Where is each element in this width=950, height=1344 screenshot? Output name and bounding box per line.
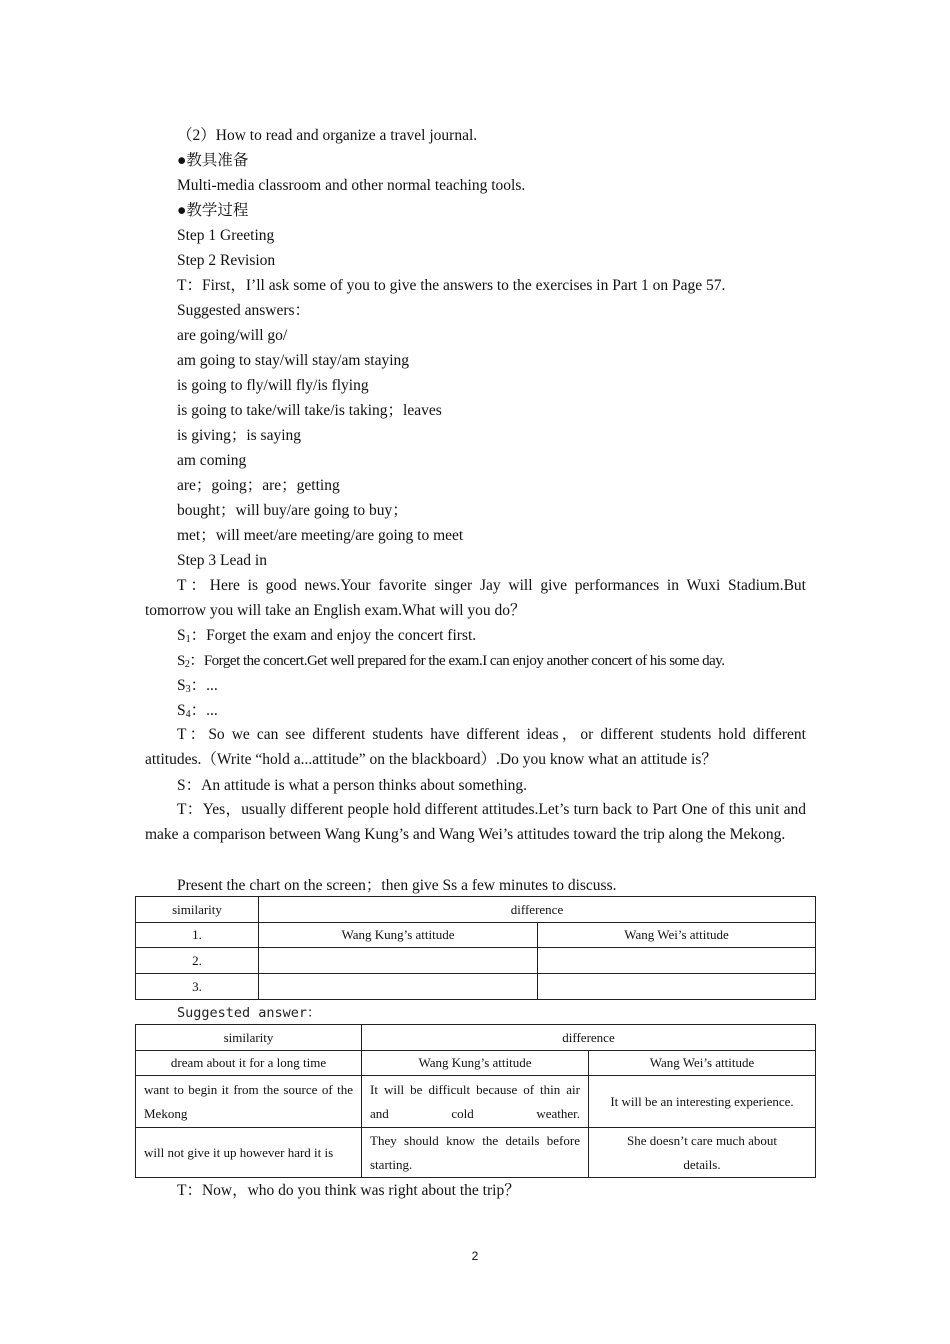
answer-line: is going to take/will take/is taking；leaves — [177, 402, 442, 419]
teacher-paragraph-comparison: T：Yes，usually different people hold different attitudes.Let’s turn back to Part One of this unit and make a comparison between Wang Kung’s and Wang Wei’s attitudes toward the trip along the Mekong. — [145, 801, 806, 843]
header-difference: difference — [362, 1025, 816, 1051]
header-difference: difference — [259, 897, 816, 923]
student-3-line: $S_3$：... — [177, 677, 218, 695]
student-4-line: $S_4$：... — [177, 702, 218, 720]
closing-question: T：Now，who do you think was right about the trip？ — [177, 1182, 520, 1199]
similarity-cell: want to begin it from the source of the Mekong — [136, 1076, 362, 1128]
wang-wei-cell: It will be an interesting experience. — [589, 1076, 816, 1128]
step-3: Step 3 Lead in — [177, 552, 267, 569]
wang-kung-cell: It will be difficult because of thin air and cold weather. — [362, 1076, 589, 1128]
suggested-answers-label: Suggested answers： — [177, 302, 311, 319]
header-wang-wei: Wang Wei’s attitude — [538, 923, 816, 948]
header-similarity: similarity — [136, 1025, 362, 1051]
teacher-paragraph-news: T：Here is good news.Your favorite singer Jay will give performances in Wuxi Stadium.But tomorrow you will take an English exam.What will you do？ — [145, 577, 806, 619]
answer-line: bought；will buy/are going to buy； — [177, 502, 408, 519]
row-number: 3. — [136, 974, 259, 1000]
wang-wei-cell: She doesn’t care much about details. — [589, 1128, 816, 1178]
row-number: 1. — [136, 923, 259, 948]
section-heading-process: ●教学过程 — [177, 202, 249, 219]
empty-cell — [259, 948, 538, 974]
student-answer-line: S：An attitude is what a person thinks about something. — [177, 777, 528, 794]
suggested-answer-chart — [135, 1024, 816, 1178]
wang-kung-cell: They should know the details before starting. — [362, 1128, 589, 1178]
similarity-cell: will not give it up however hard it is — [136, 1128, 362, 1178]
empty-cell — [259, 974, 538, 1000]
similarity-cell: dream about it for a long time — [136, 1051, 362, 1076]
section-heading-tools: ●教具准备 — [177, 152, 249, 169]
teacher-line: T：First，I’ll ask some of you to give the answers to the exercises in Part 1 on Page 57. — [177, 277, 726, 294]
objective-line: （2）How to read and organize a travel journal. — [177, 127, 478, 144]
student-2-line: $S_2$：Forget the concert.Get well prepared for the exam.I can enjoy another concert of his some day. — [177, 653, 725, 670]
empty-cell — [538, 974, 816, 1000]
teacher-paragraph-attitudes: T：So we can see different students have different ideas，or different students hold different attitudes.（Write “hold a...attitude” on the blackboard）.Do you know what an attitude is？ — [145, 726, 806, 768]
answer-line: am coming — [177, 452, 247, 469]
student-1-line: $S_1$：Forget the exam and enjoy the concert first. — [177, 627, 477, 645]
answer-line: met；will meet/are meeting/are going to meet — [177, 527, 464, 544]
step-1: Step 1 Greeting — [177, 227, 275, 244]
answer-line: am going to stay/will stay/am staying — [177, 352, 410, 369]
tools-line: Multi-media classroom and other normal teaching tools. — [177, 177, 526, 194]
row-number: 2. — [136, 948, 259, 974]
header-wang-kung: Wang Kung’s attitude — [362, 1051, 589, 1076]
header-similarity: similarity — [136, 897, 259, 923]
empty-cell — [538, 948, 816, 974]
header-wang-wei: Wang Wei’s attitude — [589, 1051, 816, 1076]
page-number: 2 — [471, 1249, 479, 1263]
step-2: Step 2 Revision — [177, 252, 276, 269]
answer-line: is giving；is saying — [177, 427, 302, 444]
suggested-answer-label: Suggested answer： — [177, 1005, 321, 1021]
answer-line: are going/will go/ — [177, 327, 288, 344]
answer-line: is going to fly/will fly/is flying — [177, 377, 369, 394]
chart-instruction: Present the chart on the screen；then give Ss a few minutes to discuss. — [177, 877, 617, 894]
header-wang-kung: Wang Kung’s attitude — [259, 923, 538, 948]
answer-line: are；going；are；getting — [177, 477, 340, 494]
discussion-chart — [135, 896, 816, 1000]
